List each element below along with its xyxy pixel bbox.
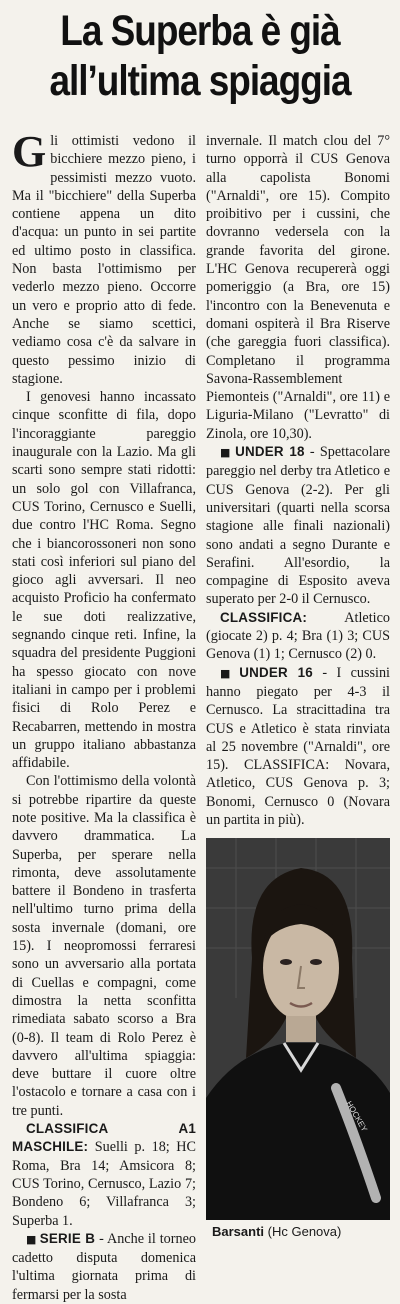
photo-caption	[212, 1224, 390, 1239]
caption-name: Barsanti	[212, 1224, 265, 1239]
classifica-a1	[12, 1120, 196, 1230]
under18-section	[206, 443, 390, 609]
under16-text: - I cussini hanno piegato per 4-3 il Cernusco. La stracittadina tra CUS e Atletico è stata rinviata al 25 novembre ("Arnaldi", ore 15). CLASSIFICA: Novara, Atletico, CUS Genova p. 3; Bonomi, Cernusco 0 (Novara un partita in più).	[206, 664, 390, 828]
article-column-1	[12, 127, 196, 1304]
headline	[0, 0, 400, 125]
player-photo	[206, 838, 390, 1220]
drop-cap: G	[12, 127, 47, 176]
classifica-a1-label: CLASSIFICA A1 MASCHILE:	[12, 1121, 196, 1155]
square-bullet-icon: ■	[220, 666, 237, 680]
caption-team: (Hc Genova)	[267, 1224, 342, 1239]
article-paragraph-3: Con l'ottimismo della volontà si potrebbe ripartire da queste note positive. Ma la classifica è davvero drammatica. La Superba, per sperare nella rimonta, deve assolutamente battere il Bondeno in trasferta nell'ultimo turno prima della sosta invernale (domani, ore 15). I neopromossi ferraresi sono un avversario alla portata di Cuellas e compagni, come dimostra la netta sconfitta rimediata sabato scorso a Bra (0-8). Il team di Rolo Perez è davvero all'ultima spiaggia: deve buttare il cuore oltre l'ostacolo e tornare a casa con i tre punti.	[12, 773, 196, 1119]
classifica-u18-text: Atletico (giocate 2) p. 4; Bra (1) 3; CUS Genova (1) 1; Cernusco (2) 0.	[206, 609, 390, 663]
headline-line-1: La Superba è già	[60, 7, 340, 55]
classifica-u18	[206, 609, 390, 664]
svg-text:HOCKEY: HOCKEY	[344, 1099, 369, 1134]
article-column-2	[206, 132, 390, 854]
serie-b-continuation: invernale. Il match clou del 7° turno opporrà il CUS Genova alla capolista Bonomi ("Arnaldi", ore 15). Compito proibitivo per i cussini, che dovranno vedersela con la grande favorita del girone. L'HC Genova recupererà oggi pomeriggio (a Bra, ore 15) l'incontro con la Benevenuta e domani ospiterà il Bra Riserve (che gareggia fuori classifica). Completano il programma Savona-Rassemblement Piemonteis ("Arnaldi", ore 11) e Liguria-Milano ("Levratto" di Zinola, ore 10,30).	[206, 133, 390, 442]
serie-b-label: SERIE B	[39, 1230, 96, 1246]
classifica-a1-text: Suelli p. 18; HC Roma, Bra 14; Amsicora 8; CUS Torino, Cernusco, Lazio 7; Bondeno 6; Villafranca 3; Superba 1.	[12, 1139, 196, 1229]
under18-label: UNDER 18	[235, 444, 305, 460]
serie-b-text-start: - Anche il torneo cadetto disputa domenica l'ultima giornata prima di fermarsi per la sosta	[12, 1230, 196, 1303]
under18-text: - Spettacolare pareggio nel derby tra Atletico e CUS Genova (2-2). Per gli universitari (quarti nella scorsa stagione alle finali nazionali) sono andati a segno Durante e Serafini. All'esordio, la compagine di Esposito aveva superato per 2-0 il Cernusco.	[206, 444, 391, 608]
square-bullet-icon: ■	[26, 1232, 37, 1246]
serie-b-section	[12, 1230, 196, 1304]
classifica-u18-label: CLASSIFICA:	[220, 609, 308, 625]
article-paragraph-1	[12, 127, 196, 388]
square-bullet-icon: ■	[220, 446, 233, 460]
under16-label: UNDER 16	[239, 664, 313, 680]
under16-section	[206, 664, 390, 830]
headline-line-2: all’ultima spiaggia	[49, 57, 351, 105]
paragraph-1-text: li ottimisti vedono il bicchiere mezzo pieno, i pessimisti mezzo vuoto. Ma il "bicchiere" della Superba contiene appena un dito d'acqua: un punto in sei partite ed ultimo posto in classifica. Non basta l'ottimismo per vederlo mezzo pieno. Occorre un vero e proprio atto di fede. Anche se siamo scettici, vediamo cosa c'è da salvare in questo pessimo inizio di stagione.	[12, 133, 196, 387]
article-paragraph-2: I genovesi hanno incassato cinque sconfitte di fila, dopo l'incoraggiante pareggio inaugurale con la Lazio. Ma gli scarti sono sempre stati ridotti: un solo gol con Villafranca, CUS Torino, Cernusco e Suelli, due contro l'HC Roma. Segno che i biancorossoneri non sono stati così inferiori sul piano del gioco agli avversari. Il neo acquisto Proficio ha confermato le sue doti realizzative, segnando cinque reti. Infine, la squadra del presidente Puggioni ha spesso giocato con nove italiani in campo per i problemi fisici di Rolo Perez e Recabarren, mettendo in mostra un gruppo italiano abbastanza affidabile.	[12, 389, 196, 772]
player-portrait-image	[206, 838, 390, 1220]
